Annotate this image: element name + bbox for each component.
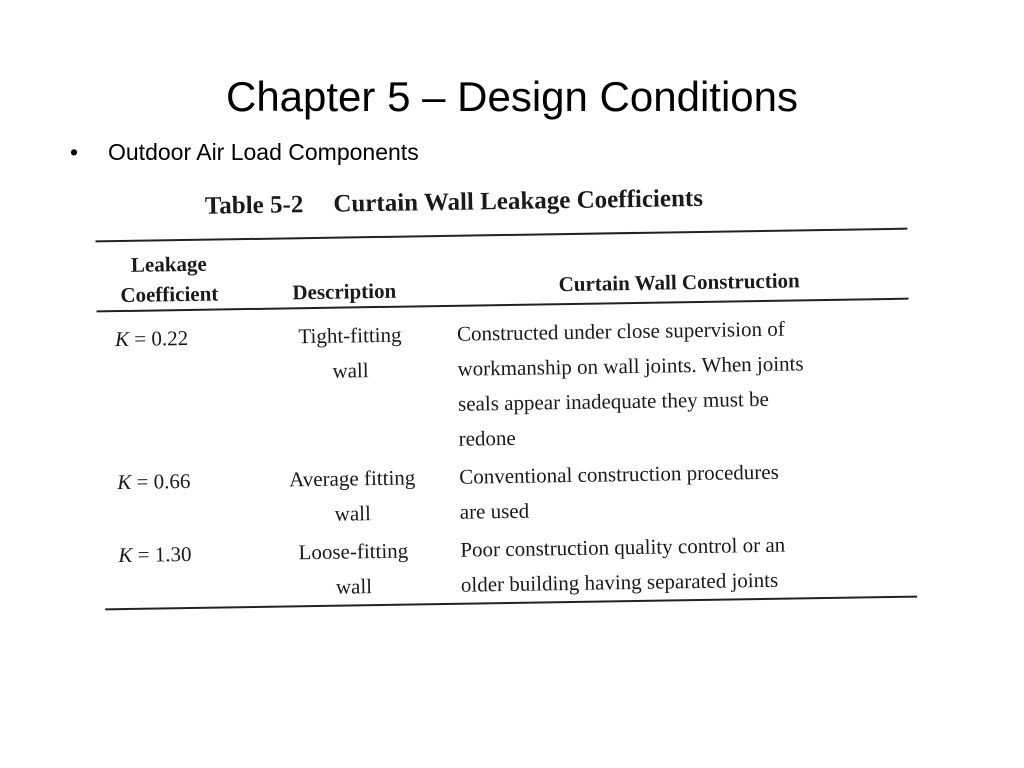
bullet-text: Outdoor Air Load Components	[108, 139, 419, 165]
header-leakage-line1: Leakage	[130, 251, 207, 277]
table-row-1-coefficient	[115, 320, 246, 357]
description-line: Tight-fitting	[298, 322, 402, 349]
table-caption	[205, 185, 703, 221]
table-row-1-construction	[457, 310, 919, 457]
description-line: wall	[332, 358, 369, 383]
construction-line: Poor construction quality control or an	[460, 532, 786, 562]
k-symbol: K	[114, 326, 130, 352]
description-line: wall	[334, 501, 372, 526]
scanned-table	[93, 178, 920, 621]
construction-line: seals appear inadequate they must be	[457, 386, 770, 416]
header-construction: Curtain Wall Construction	[558, 268, 800, 297]
table-row-3-construction	[460, 526, 921, 603]
construction-line: are used	[459, 498, 530, 524]
construction-line: workmanship on wall joints. When joints	[457, 351, 804, 381]
table-row-1-description	[265, 317, 436, 390]
bullet-item	[70, 137, 419, 167]
description-line: Loose-fitting	[298, 538, 409, 565]
construction-line: redone	[458, 425, 516, 451]
bullet-marker: •	[70, 139, 79, 165]
table-row-2-description	[267, 460, 438, 533]
k-symbol: K	[117, 469, 132, 495]
header-leakage-line2: Coefficient	[120, 281, 219, 308]
k-value: = 1.30	[132, 541, 192, 567]
table-row-2-construction	[459, 453, 920, 530]
header-leakage-coefficient	[94, 248, 245, 310]
k-value: = 0.66	[131, 468, 191, 494]
table-title: Curtain Wall Leakage Coefficients	[333, 184, 704, 218]
k-value: = 0.22	[128, 325, 189, 351]
table-row-2-coefficient	[117, 463, 248, 500]
page-title: Chapter 5 – Design Conditions	[225, 73, 798, 120]
construction-line: older building having separated joints	[460, 567, 779, 597]
k-symbol: K	[118, 542, 133, 568]
description-line: Average fitting	[288, 465, 416, 492]
table-top-rule	[95, 228, 907, 243]
table-row-3-description	[268, 533, 439, 606]
table-number: Table 5-2	[204, 191, 304, 220]
construction-line: Conventional construction procedures	[459, 459, 779, 489]
header-description: Description	[292, 278, 397, 305]
construction-line: Constructed under close supervision of	[456, 316, 785, 346]
description-line: wall	[335, 574, 373, 599]
table-row-3-coefficient	[118, 536, 249, 573]
